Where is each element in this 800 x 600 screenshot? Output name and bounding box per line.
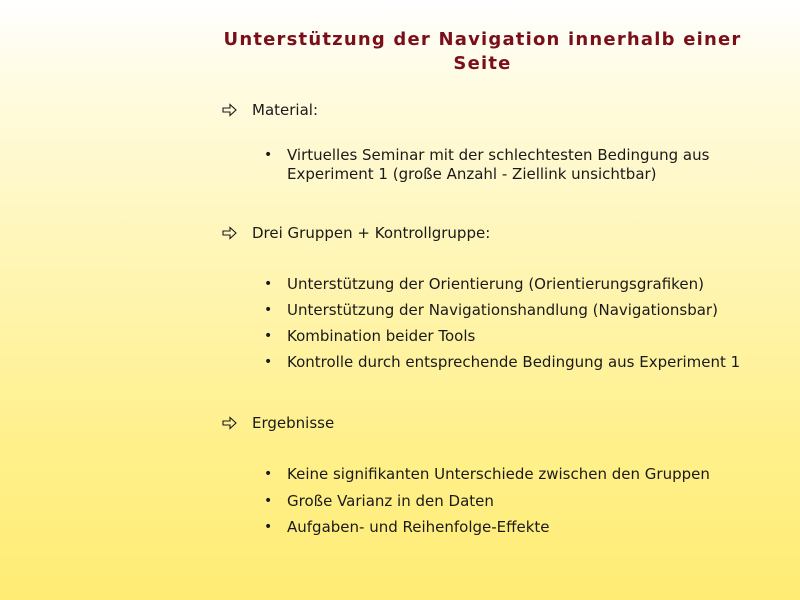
- bullet-dot: •: [264, 328, 273, 344]
- bullet-dot: •: [264, 302, 273, 318]
- section-heading: Drei Gruppen + Kontrollgruppe:: [252, 224, 491, 242]
- list-item: [260, 518, 747, 545]
- list-item-text: Aufgaben- und Reihenfolge-Effekte: [287, 518, 550, 536]
- bullet-list: [260, 146, 737, 184]
- bullet-dot: •: [264, 519, 273, 535]
- list-item: [260, 146, 737, 184]
- hollow-arrow-right-icon: [222, 223, 238, 243]
- bullet-dot: •: [264, 466, 273, 482]
- list-item-text: Keine signifikanten Unterschiede zwischen den Gruppen: [287, 465, 710, 483]
- list-item: [260, 465, 747, 492]
- list-item: [260, 353, 747, 379]
- list-item-text: Unterstützung der Navigationshandlung (Navigationsbar): [287, 301, 718, 319]
- bullet-list: [260, 275, 747, 379]
- list-item-text: Große Varianz in den Daten: [287, 491, 494, 510]
- section-heading: Ergebnisse: [252, 414, 335, 432]
- slide-title: Unterstützung der Navigation innerhalb einer Seite: [223, 29, 742, 74]
- list-item: [260, 492, 747, 519]
- bullet-dot: •: [264, 147, 273, 163]
- bullet-dot: •: [264, 276, 273, 292]
- list-item-text: Virtuelles Seminar mit der schlechtesten Bedingung aus Experiment 1 (große Anzahl - Ziellink unsichtbar): [287, 146, 710, 183]
- list-item-text: Unterstützung der Orientierung (Orientierungsgrafiken): [287, 275, 704, 293]
- hollow-arrow-right-icon: [222, 413, 238, 433]
- section-heading: Material:: [252, 101, 318, 119]
- list-item-text: Kombination beider Tools: [287, 327, 476, 345]
- list-item: [260, 301, 747, 327]
- list-item: [260, 327, 747, 353]
- hollow-arrow-right-icon: [222, 100, 238, 120]
- bullet-dot: •: [264, 354, 273, 370]
- bullet-list: [260, 465, 747, 545]
- list-item-text: Kontrolle durch entsprechende Bedingung aus Experiment 1: [287, 353, 741, 371]
- bullet-dot: •: [264, 492, 273, 509]
- list-item: [260, 275, 747, 301]
